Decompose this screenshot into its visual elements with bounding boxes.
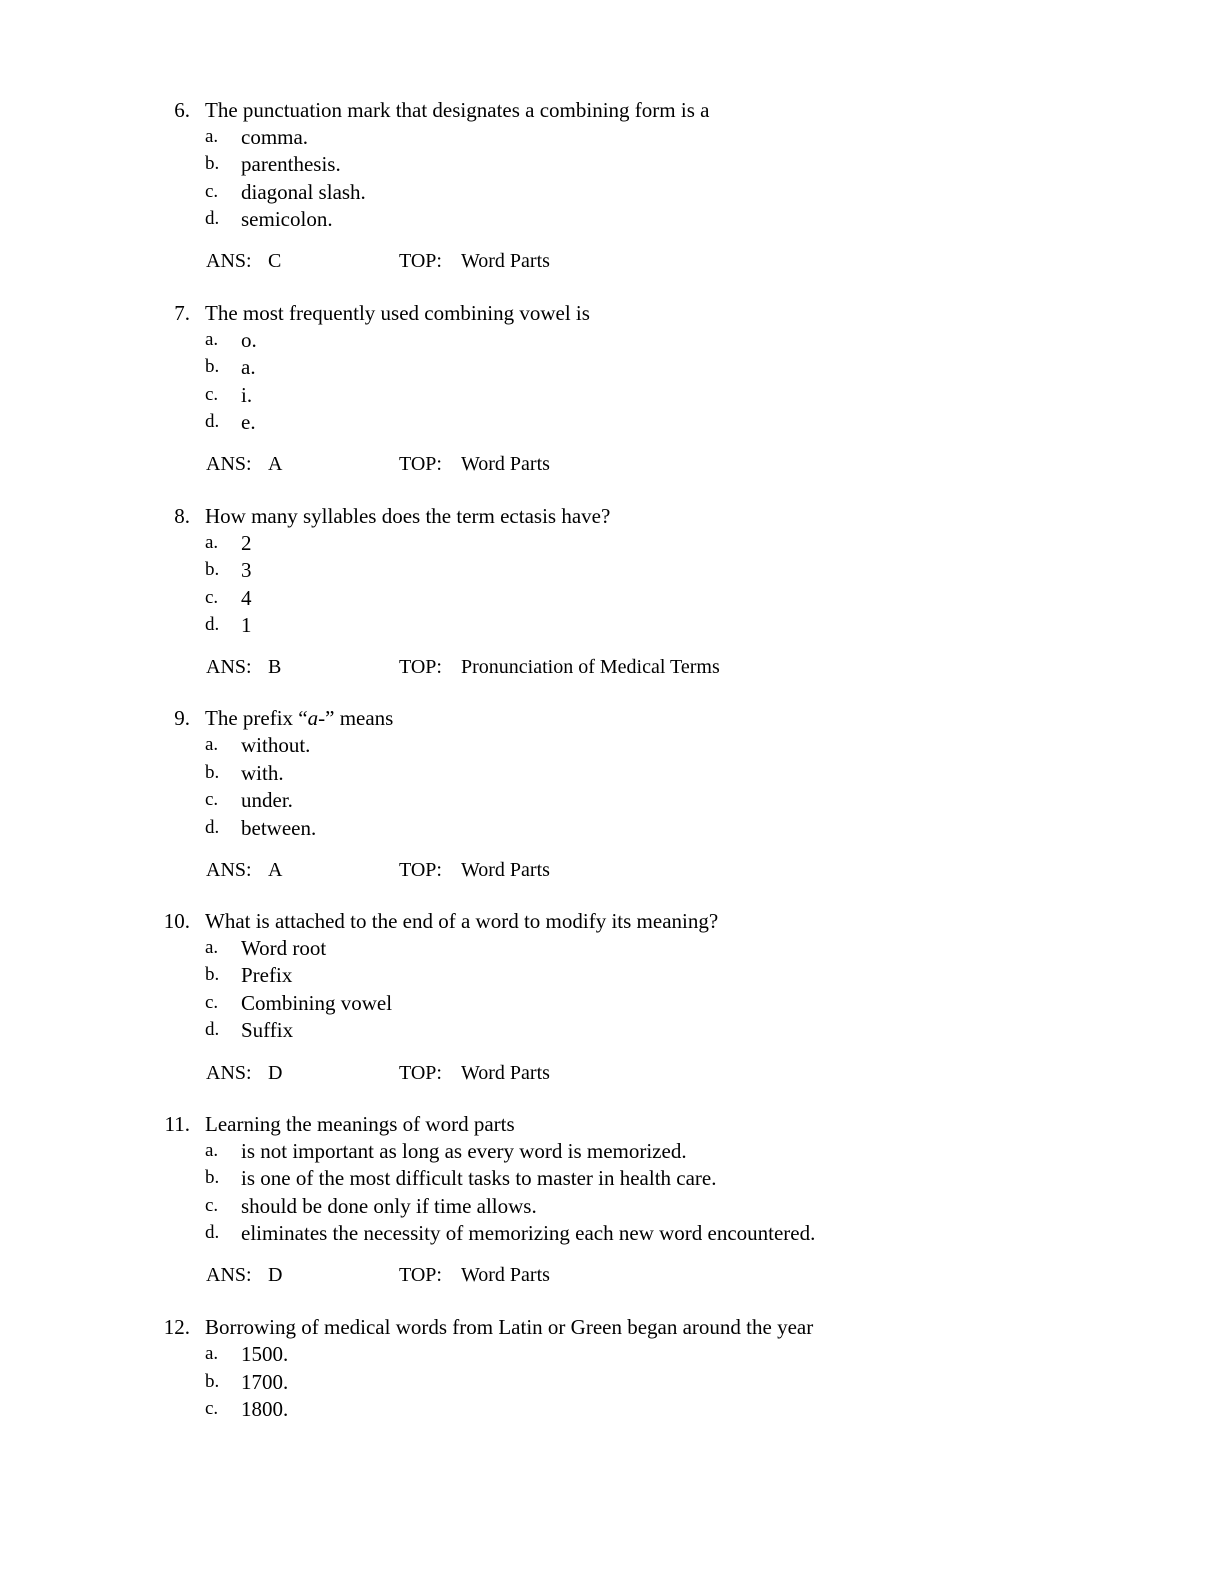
answer-value: A	[268, 453, 283, 475]
topic-value: Word Parts	[461, 1062, 550, 1084]
question-text: How many syllables does the term ectasis have?	[205, 504, 611, 528]
choice-letter: d.	[205, 614, 220, 635]
question-number: 12.	[163, 1315, 190, 1339]
choice-text: 3	[241, 558, 252, 582]
topic-label: TOP:	[399, 453, 442, 475]
choice-letter: b.	[205, 1371, 220, 1392]
question-number: 11.	[164, 1112, 190, 1136]
choice-letter: a.	[205, 734, 219, 755]
choice-text: 2	[241, 531, 252, 555]
topic-label: TOP:	[399, 250, 442, 272]
choice-letter: b.	[205, 356, 220, 377]
question-number: 7.	[174, 301, 190, 325]
topic-value: Pronunciation of Medical Terms	[461, 656, 720, 678]
question-text: The most frequently used combining vowel is	[205, 301, 590, 325]
choice-text: comma.	[241, 125, 309, 149]
question-number: 10.	[163, 909, 190, 933]
choice-letter: b.	[205, 559, 220, 580]
choice-letter: b.	[205, 153, 220, 174]
choice-letter: a.	[205, 1343, 219, 1364]
choice-letter: d.	[205, 411, 220, 432]
choice-text: Prefix	[241, 963, 293, 987]
choice-text: is not important as long as every word is memorized.	[241, 1139, 687, 1163]
choice-text: diagonal slash.	[241, 180, 366, 204]
choice-text: between.	[241, 816, 317, 840]
choice-letter: b.	[205, 1167, 220, 1188]
answer-label: ANS:	[206, 656, 252, 678]
topic-label: TOP:	[399, 859, 442, 881]
choice-text: 1800.	[241, 1397, 289, 1421]
choice-letter: d.	[205, 1222, 220, 1243]
choice-text: parenthesis.	[241, 152, 341, 176]
choice-letter: c.	[205, 789, 219, 810]
choice-letter: a.	[205, 1140, 219, 1161]
answer-label: ANS:	[206, 1264, 252, 1286]
choice-letter: c.	[205, 992, 219, 1013]
question-text-after: ” means	[325, 706, 394, 730]
topic-label: TOP:	[399, 656, 442, 678]
topic-value: Word Parts	[461, 1264, 550, 1286]
choice-letter: a.	[205, 126, 219, 147]
choice-letter: a.	[205, 937, 219, 958]
choice-letter: b.	[205, 762, 220, 783]
answer-value: D	[268, 1264, 283, 1286]
answer-value: D	[268, 1062, 283, 1084]
choice-letter: c.	[205, 1195, 219, 1216]
choice-letter: c.	[205, 384, 219, 405]
choice-text: Suffix	[241, 1018, 294, 1042]
choice-letter: a.	[205, 329, 219, 350]
choice-text: 4	[241, 586, 252, 610]
choice-text: 1	[241, 613, 252, 637]
answer-value: B	[268, 656, 282, 678]
question-text: The punctuation mark that designates a combining form is a	[205, 98, 710, 122]
choice-text: semicolon.	[241, 207, 333, 231]
question-number: 9.	[174, 706, 190, 730]
choice-text: is one of the most difficult tasks to master in health care.	[241, 1166, 717, 1190]
topic-value: Word Parts	[461, 250, 550, 272]
choice-text: 1500.	[241, 1342, 289, 1366]
topic-label: TOP:	[399, 1062, 442, 1084]
choice-letter: b.	[205, 964, 220, 985]
question-text: Learning the meanings of word parts	[205, 1112, 515, 1136]
choice-text: without.	[241, 733, 311, 757]
choice-text: i.	[241, 383, 253, 407]
question-number: 6.	[174, 98, 190, 122]
answer-label: ANS:	[206, 1062, 252, 1084]
choice-letter: d.	[205, 1019, 220, 1040]
choice-text: Word root	[241, 936, 327, 960]
choice-text: o.	[241, 328, 257, 352]
question-number: 8.	[174, 504, 190, 528]
question-text	[205, 704, 393, 732]
answer-label: ANS:	[206, 453, 252, 475]
question-text: What is attached to the end of a word to modify its meaning?	[205, 909, 719, 933]
choice-text: e.	[241, 410, 256, 434]
choice-text: a.	[241, 355, 256, 379]
choice-text: Combining vowel	[241, 991, 393, 1015]
topic-label: TOP:	[399, 1264, 442, 1286]
answer-value: C	[268, 250, 282, 272]
choice-text: 1700.	[241, 1370, 289, 1394]
prefix-italic: a-	[307, 706, 326, 730]
answer-label: ANS:	[206, 250, 252, 272]
answer-value: A	[268, 859, 283, 881]
question-text: Borrowing of medical words from Latin or Green began around the year	[205, 1315, 814, 1339]
choice-text: eliminates the necessity of memorizing each new word encountered.	[241, 1221, 816, 1245]
topic-value: Word Parts	[461, 859, 550, 881]
answer-label: ANS:	[206, 859, 252, 881]
choice-letter: a.	[205, 532, 219, 553]
choice-text: should be done only if time allows.	[241, 1194, 537, 1218]
topic-value: Word Parts	[461, 453, 550, 475]
choice-text: with.	[241, 761, 284, 785]
choice-letter: d.	[205, 817, 220, 838]
choice-text: under.	[241, 788, 293, 812]
choice-letter: c.	[205, 587, 219, 608]
choice-letter: c.	[205, 1398, 219, 1419]
choice-letter: c.	[205, 181, 219, 202]
choice-letter: d.	[205, 208, 220, 229]
question-text-before: The prefix “	[205, 706, 308, 730]
